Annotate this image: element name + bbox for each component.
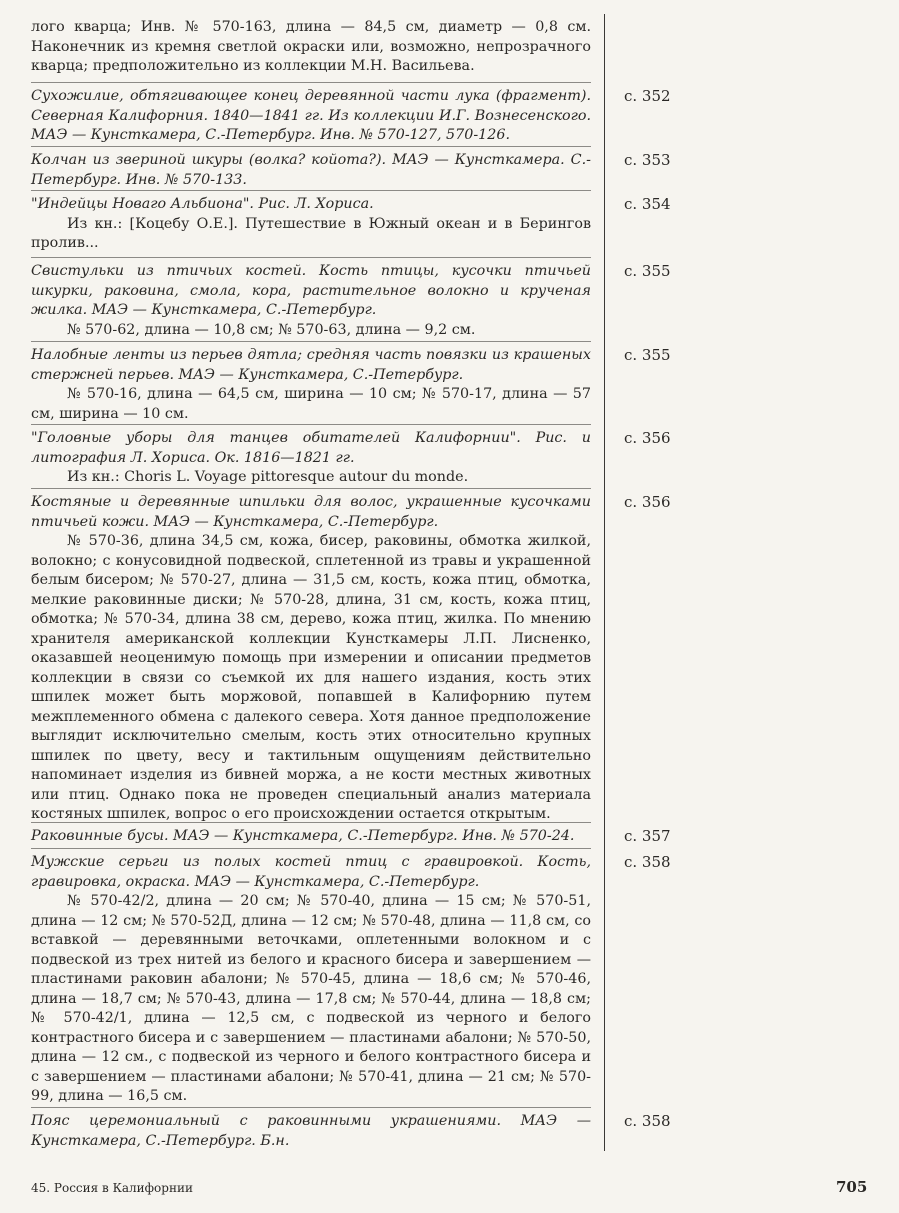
entry-text: № 570-42/2, длина — 20 см; № 570-40, длина — 15 см; № 570-51, длина — 12 см; № 570-52Д, длина — 12 см; № 570-48, длина — 11,8 см, со вставкой — деревянными веточками, оплетенными волокном и с подвеской из трех нитей из белого и красного бисера и завершением — пластинами раковин абалони; № 570-45, длина — 18,6 см; № 570-46, длина — 18,7 см; № 570-43, длина — 17,8 см; № 570-44, длина — 18,8 см; № 570-42/1, длина — 12,5 см, с подвеской из черного и белого контрастного бисера и с завершением — пластинами абалони; № 570-50, длина — 12 см., с подвеской из черного и белого контрастного бисера и с завершением — пластинами абалони; № 570-41, длина — 21 см; № 570-99, длина — 16,5 см. [31, 893, 591, 1104]
page-ref: с. 356 [624, 493, 671, 511]
entry-hairpins [31, 488, 591, 825]
entry-caption: Раковинные бусы. МАЭ — Кунсткамера, С.-Петербург. Инв. № 570-24. [31, 828, 575, 844]
entry-caption: Костяные и деревянные шпильки для волос, украшенные кусочками птичьей кожи. МАЭ — Кунсткамера, С.-Петербург. [31, 494, 591, 530]
page-ref: с. 355 [624, 262, 671, 280]
page-ref: с. 353 [624, 151, 671, 169]
entry-caption: "Индейцы Новаго Альбиона". Рис. Л. Хориса. [31, 196, 374, 212]
entry-quiver [31, 146, 591, 190]
column-divider [604, 14, 605, 1151]
entry-continuation [31, 18, 591, 77]
entry-text: № 570-36, длина 34,5 см, кожа, бисер, раковины, обмотка жилкой, волокно; с конусовидной подвеской, сплетенной из травы и украшенной белым бисером; № 570-27, длина — 31,5 см, кость, кожа птиц, обмотка, мелкие раковинные диски; № 570-28, длина, 31 см, кость, кожа птиц, обмотка; № 570-34, длина 38 см, дерево, кожа птиц, жилка. По мнению хранителя американской коллекции Кунсткамеры Л.П. Лисненко, оказавшей неоценимую помощь при измерении и описании предметов коллекции в связи со съемкой их для нашего издания, кость этих шпилек может быть моржовой, попавшей в Калифорнию путем межплеменного обмена с далекого севера. Хотя данное предположение выглядит исключительно смелым, кость этих относительно крупных шпилек по цвету, весу и тактильным ощущениям действительно напоминает изделия из бивней моржа, а не кости местных животных или птиц. Однако пока не проведен специальный анализ материала костяных шпилек, вопрос о его происхождении остается открытым. [31, 533, 591, 822]
entry-caption: "Головные уборы для танцев обитателей Калифорнии". Рис. и литография Л. Хориса. Ок. 1816—1821 гг. [31, 430, 591, 466]
page-ref: с. 357 [624, 827, 671, 845]
entry-headbands [31, 341, 591, 424]
page-ref: с. 358 [624, 853, 671, 871]
entry-caption: Колчан из звериной шкуры (волка? койота?). МАЭ — Кунсткамера. С.-Петербург. Инв. № 570-133. [31, 152, 591, 188]
entry-caption: Мужские серьги из полых костей птиц с гравировкой. Кость, гравировка, окраска. МАЭ — Кунсткамера, С.-Петербург. [31, 854, 591, 890]
entry-caption: Сухожилие, обтягивающее конец деревянной части лука (фрагмент). Северная Калифорния. 1840—1841 гг. Из коллекции И.Г. Вознесенского. МАЭ — Кунсткамера, С.-Петербург. Инв. № 570-127, 570-126. [31, 88, 591, 143]
entry-text: Из кн.: Choris L. Voyage pittoresque autour du monde. [67, 469, 469, 485]
page-number: 705 [836, 1178, 868, 1196]
page-ref: с. 356 [624, 429, 671, 447]
entry-belt [31, 1107, 591, 1151]
entry-indians-albion [31, 190, 591, 254]
entry-earrings [31, 848, 591, 1107]
entry-bow-sinew [31, 82, 591, 146]
entry-caption: Свистульки из птичьих костей. Кость птицы, кусочки птичьей шкурки, раковина, смола, кора, растительное волокно и крученая жилка. МАЭ — Кунсткамера, С.-Петербург. [31, 263, 591, 318]
page-ref: с. 355 [624, 346, 671, 364]
entry-caption: Пояс церемониальный с раковинными украшениями. МАЭ — Кунсткамера, С.-Петербург. Б.н. [31, 1113, 591, 1149]
entry-shell-beads [31, 822, 591, 847]
footer-section-title: 45. Россия в Калифорнии [31, 1181, 193, 1195]
entry-text: № 570-62, длина — 10,8 см; № 570-63, длина — 9,2 см. [67, 321, 476, 338]
entry-whistles [31, 257, 591, 340]
entry-text: лого кварца; Инв. № 570-163, длина — 84,5 см, диаметр — 0,8 см. Наконечник из кремня светлой окраски или, возможно, непрозрачного кварца; предположительно из коллекции М.Н. Васильева. [31, 19, 591, 74]
page-ref: с. 352 [624, 87, 671, 105]
page-ref: с. 358 [624, 1112, 671, 1130]
entry-headdresses [31, 424, 591, 488]
entry-text: Из кн.: [Коцебу О.Е.]. Путешествие в Южный океан и в Берингов пролив... [31, 215, 591, 251]
page-ref: с. 354 [624, 195, 671, 213]
entry-caption: Налобные ленты из перьев дятла; средняя часть повязки из крашеных стержней перьев. МАЭ — Кунсткамера, С.-Петербург. [31, 347, 591, 383]
entry-text: № 570-16, длина — 64,5 см, ширина — 10 см; № 570-17, длина — 57 см, ширина — 10 см. [31, 386, 591, 422]
